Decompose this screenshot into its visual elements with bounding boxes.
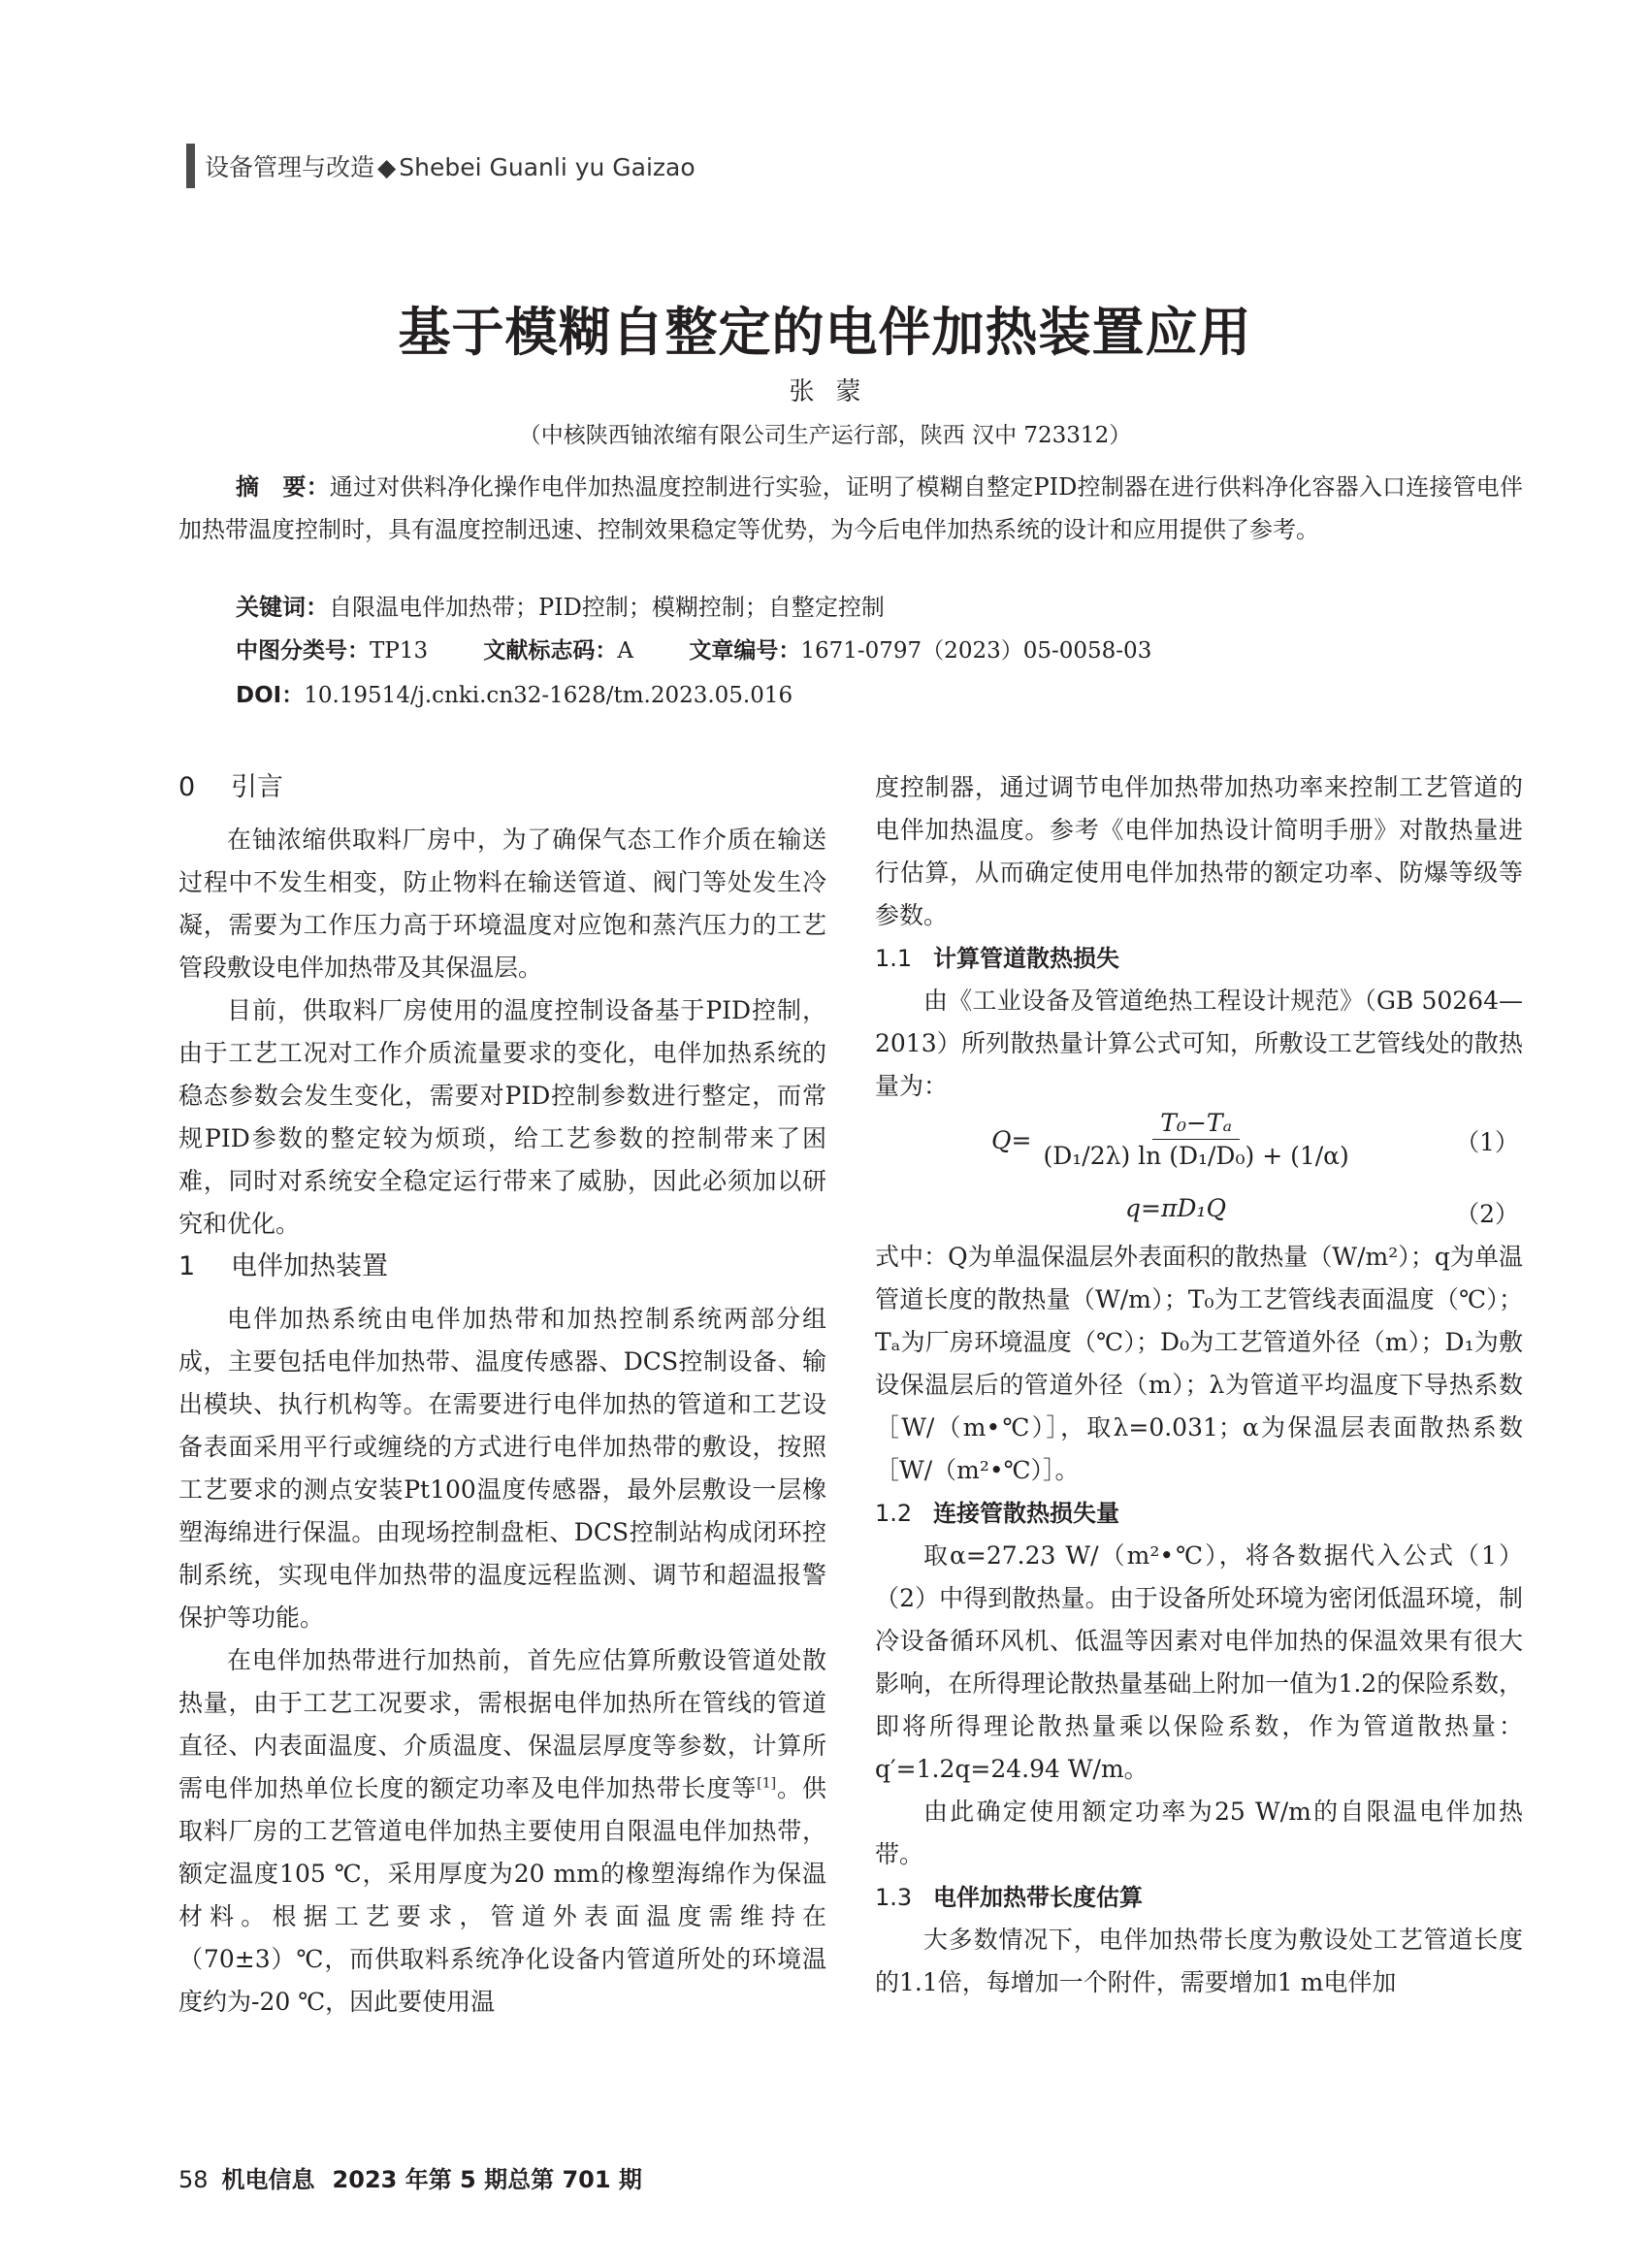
- doi-label: DOI：: [236, 683, 305, 708]
- section-heading: 1 电伴加热装置: [178, 1251, 388, 1281]
- doc-code-value: A: [617, 638, 634, 664]
- paragraph: 由《工业设备及管道绝热工程设计规范》（GB 50264—2013）所列散热量计算公式可知，所敷设工艺管线处的散热量为：: [875, 987, 1523, 1100]
- abstract: [178, 466, 1523, 551]
- paragraph: 式中：Q为单温保温层外表面积的散热量（W/m²）；q为单温管道长度的散热量（W/m）；T₀为工艺管线表面温度（℃）；Tₐ为厂房环境温度（℃）；D₀为工艺管道外径（m）；D₁为敷设保温层后的管道外径（m）；λ为管道平均温度下导热系数［W/（m•℃）］，取λ=0.031；α为保温层表面散热系数［W/（m²•℃）］。: [875, 1243, 1523, 1484]
- article-no-value: 1671-0797（2023）05-0058-03: [800, 638, 1152, 664]
- paragraph: 目前，供取料厂房使用的温度控制设备基于PID控制，由于工艺工况对工作介质流量要求的变化，电伴加热系统的稳态参数会发生变化，需要对PID控制参数进行整定，而常规PID参数的整定较为烦琐，给工艺参数的控制带来了困难，同时对系统安全稳定运行带来了威胁，因此必须加以研究和优化。: [178, 996, 826, 1238]
- doi-value: 10.19514/j.cnki.cn32-1628/tm.2023.05.016: [304, 683, 793, 708]
- diamond-icon: ◆: [377, 153, 397, 181]
- running-header: [186, 144, 696, 188]
- subsection-heading: 1.1 计算管道散热损失: [875, 945, 1119, 972]
- equation-number: （1）: [1455, 1128, 1519, 1156]
- equation-denominator: (D₁/2λ) ln (D₁/D₀) + (1/α): [1043, 1142, 1349, 1170]
- paper-title: 基于模糊自整定的电伴加热装置应用: [398, 302, 1252, 363]
- classification-line: [236, 632, 1151, 664]
- paragraph: 电伴加热系统由电伴加热带和加热控制系统两部分组成，主要包括电伴加热带、温度传感器、DCS控制设备、输出模块、执行机构等。在需要进行电伴加热的管道和工艺设备表面采用平行或缠绕的方式进行电伴加热带的敷设，按照工艺要求的测点安装Pt100温度传感器，最外层敷设一层橡塑海绵进行保温。由现场控制盘柜、DCS控制站构成闭环控制系统，实现电伴加热带的温度远程监测、调节和超温报警保护等功能。: [178, 1305, 826, 1632]
- equation-1: [875, 1108, 1523, 1180]
- paragraph: 在电伴加热带进行加热前，首先应估算所敷设管道处散热量，由于工艺工况要求，需根据电伴加热所在管线的管道直径、内表面温度、介质温度、保温层厚度等参数，计算所需电伴加热单位长度的额定功率及电伴加热带长度等[1]。供取料厂房的工艺管道电伴加热主要使用自限温电伴加热带，额定温度105 ℃，采用厚度为20 mm的橡塑海绵作为保温材料。根据工艺要求，管道外表面温度需维持在（70±3）℃，而供取料系统净化设备内管道所处的环境温度约为-20 ℃，因此要使用温: [178, 1646, 826, 2016]
- page-footer: [178, 2160, 642, 2194]
- doi-line: [236, 677, 793, 709]
- equation-lhs: Q=: [991, 1125, 1032, 1154]
- journal-name: 机电信息: [221, 2166, 315, 2193]
- right-column: [875, 766, 1523, 2004]
- keywords: [236, 588, 885, 622]
- header-en: Shebei Guanli yu Gaizao: [399, 153, 696, 181]
- paragraph: 取α=27.23 W/（m²•℃），将各数据代入公式（1）（2）中得到散热量。由于设备所处环境为密闭低温环境，制冷设备循环风机、低温等因素对电伴加热的保温效果有很大影响，在所得理论散热量基础上附加一值为1.2的保险系数，即将所得理论散热量乘以保险系数，作为管道散热量：q′=1.2q=24.94 W/m。: [875, 1541, 1523, 1783]
- abstract-label: 摘 要：: [236, 473, 330, 501]
- article-no-label: 文章编号：: [689, 638, 801, 664]
- affiliation: （中核陕西铀浓缩有限公司生产运行部，陕西 汉中 723312）: [518, 423, 1132, 448]
- subsection-heading: 1.2 连接管散热损失量: [875, 1500, 1119, 1527]
- clc-label: 中图分类号：: [236, 638, 370, 664]
- equation-numerator: T₀−Tₐ: [1152, 1108, 1240, 1140]
- issue-info: 2023 年第 5 期总第 701 期: [332, 2166, 642, 2193]
- header-bar: [186, 144, 195, 188]
- author: 张蒙: [789, 377, 883, 406]
- equation-number: （2）: [1455, 1200, 1519, 1228]
- paragraph: 度控制器，通过调节电伴加热带加热功率来控制工艺管道的电伴加热温度。参考《电伴加热设计简明手册》对散热量进行估算，从而确定使用电伴加热带的额定功率、防爆等级等参数。: [875, 773, 1523, 929]
- paragraph: 大多数情况下，电伴加热带长度为敷设处工艺管道长度的1.1倍，每增加一个附件，需要增加1 m电伴加: [875, 1926, 1523, 1996]
- section-heading: 0 引言: [178, 772, 283, 802]
- abstract-text: 通过对供料净化操作电伴加热温度控制进行实验，证明了模糊自整定PID控制器在进行供料净化容器入口连接管电伴加热带温度控制时，具有温度控制迅速、控制效果稳定等优势，为今后电伴加热系统的设计和应用提供了参考。: [178, 473, 1523, 543]
- running-header-text: [205, 148, 696, 183]
- paragraph: 在铀浓缩供取料厂房中，为了确保气态工作介质在输送过程中不发生相变，防止物料在输送管道、阀门等处发生冷凝，需要为工作压力高于环境温度对应饱和蒸汽压力的工艺管段敷设电伴加热带及其保温层。: [178, 826, 826, 982]
- equation-body: q=πD₁Q: [1125, 1194, 1226, 1222]
- keywords-text: 自限温电伴加热带；PID控制；模糊控制；自整定控制: [329, 594, 885, 621]
- page-number: 58: [178, 2166, 209, 2193]
- citation-ref[interactable]: [1]: [757, 1775, 777, 1792]
- paragraph: 由此确定使用额定功率为25 W/m的自限温电伴加热带。: [875, 1798, 1523, 1868]
- subsection-heading: 1.3 电伴加热带长度估算: [875, 1884, 1143, 1911]
- clc-value: TP13: [370, 638, 429, 664]
- header-cn: 设备管理与改造: [205, 153, 375, 181]
- keywords-label: 关键词：: [236, 594, 329, 621]
- left-column: [178, 766, 826, 2024]
- doc-code-label: 文献标志码：: [483, 638, 618, 664]
- equation-2: [875, 1180, 1523, 1236]
